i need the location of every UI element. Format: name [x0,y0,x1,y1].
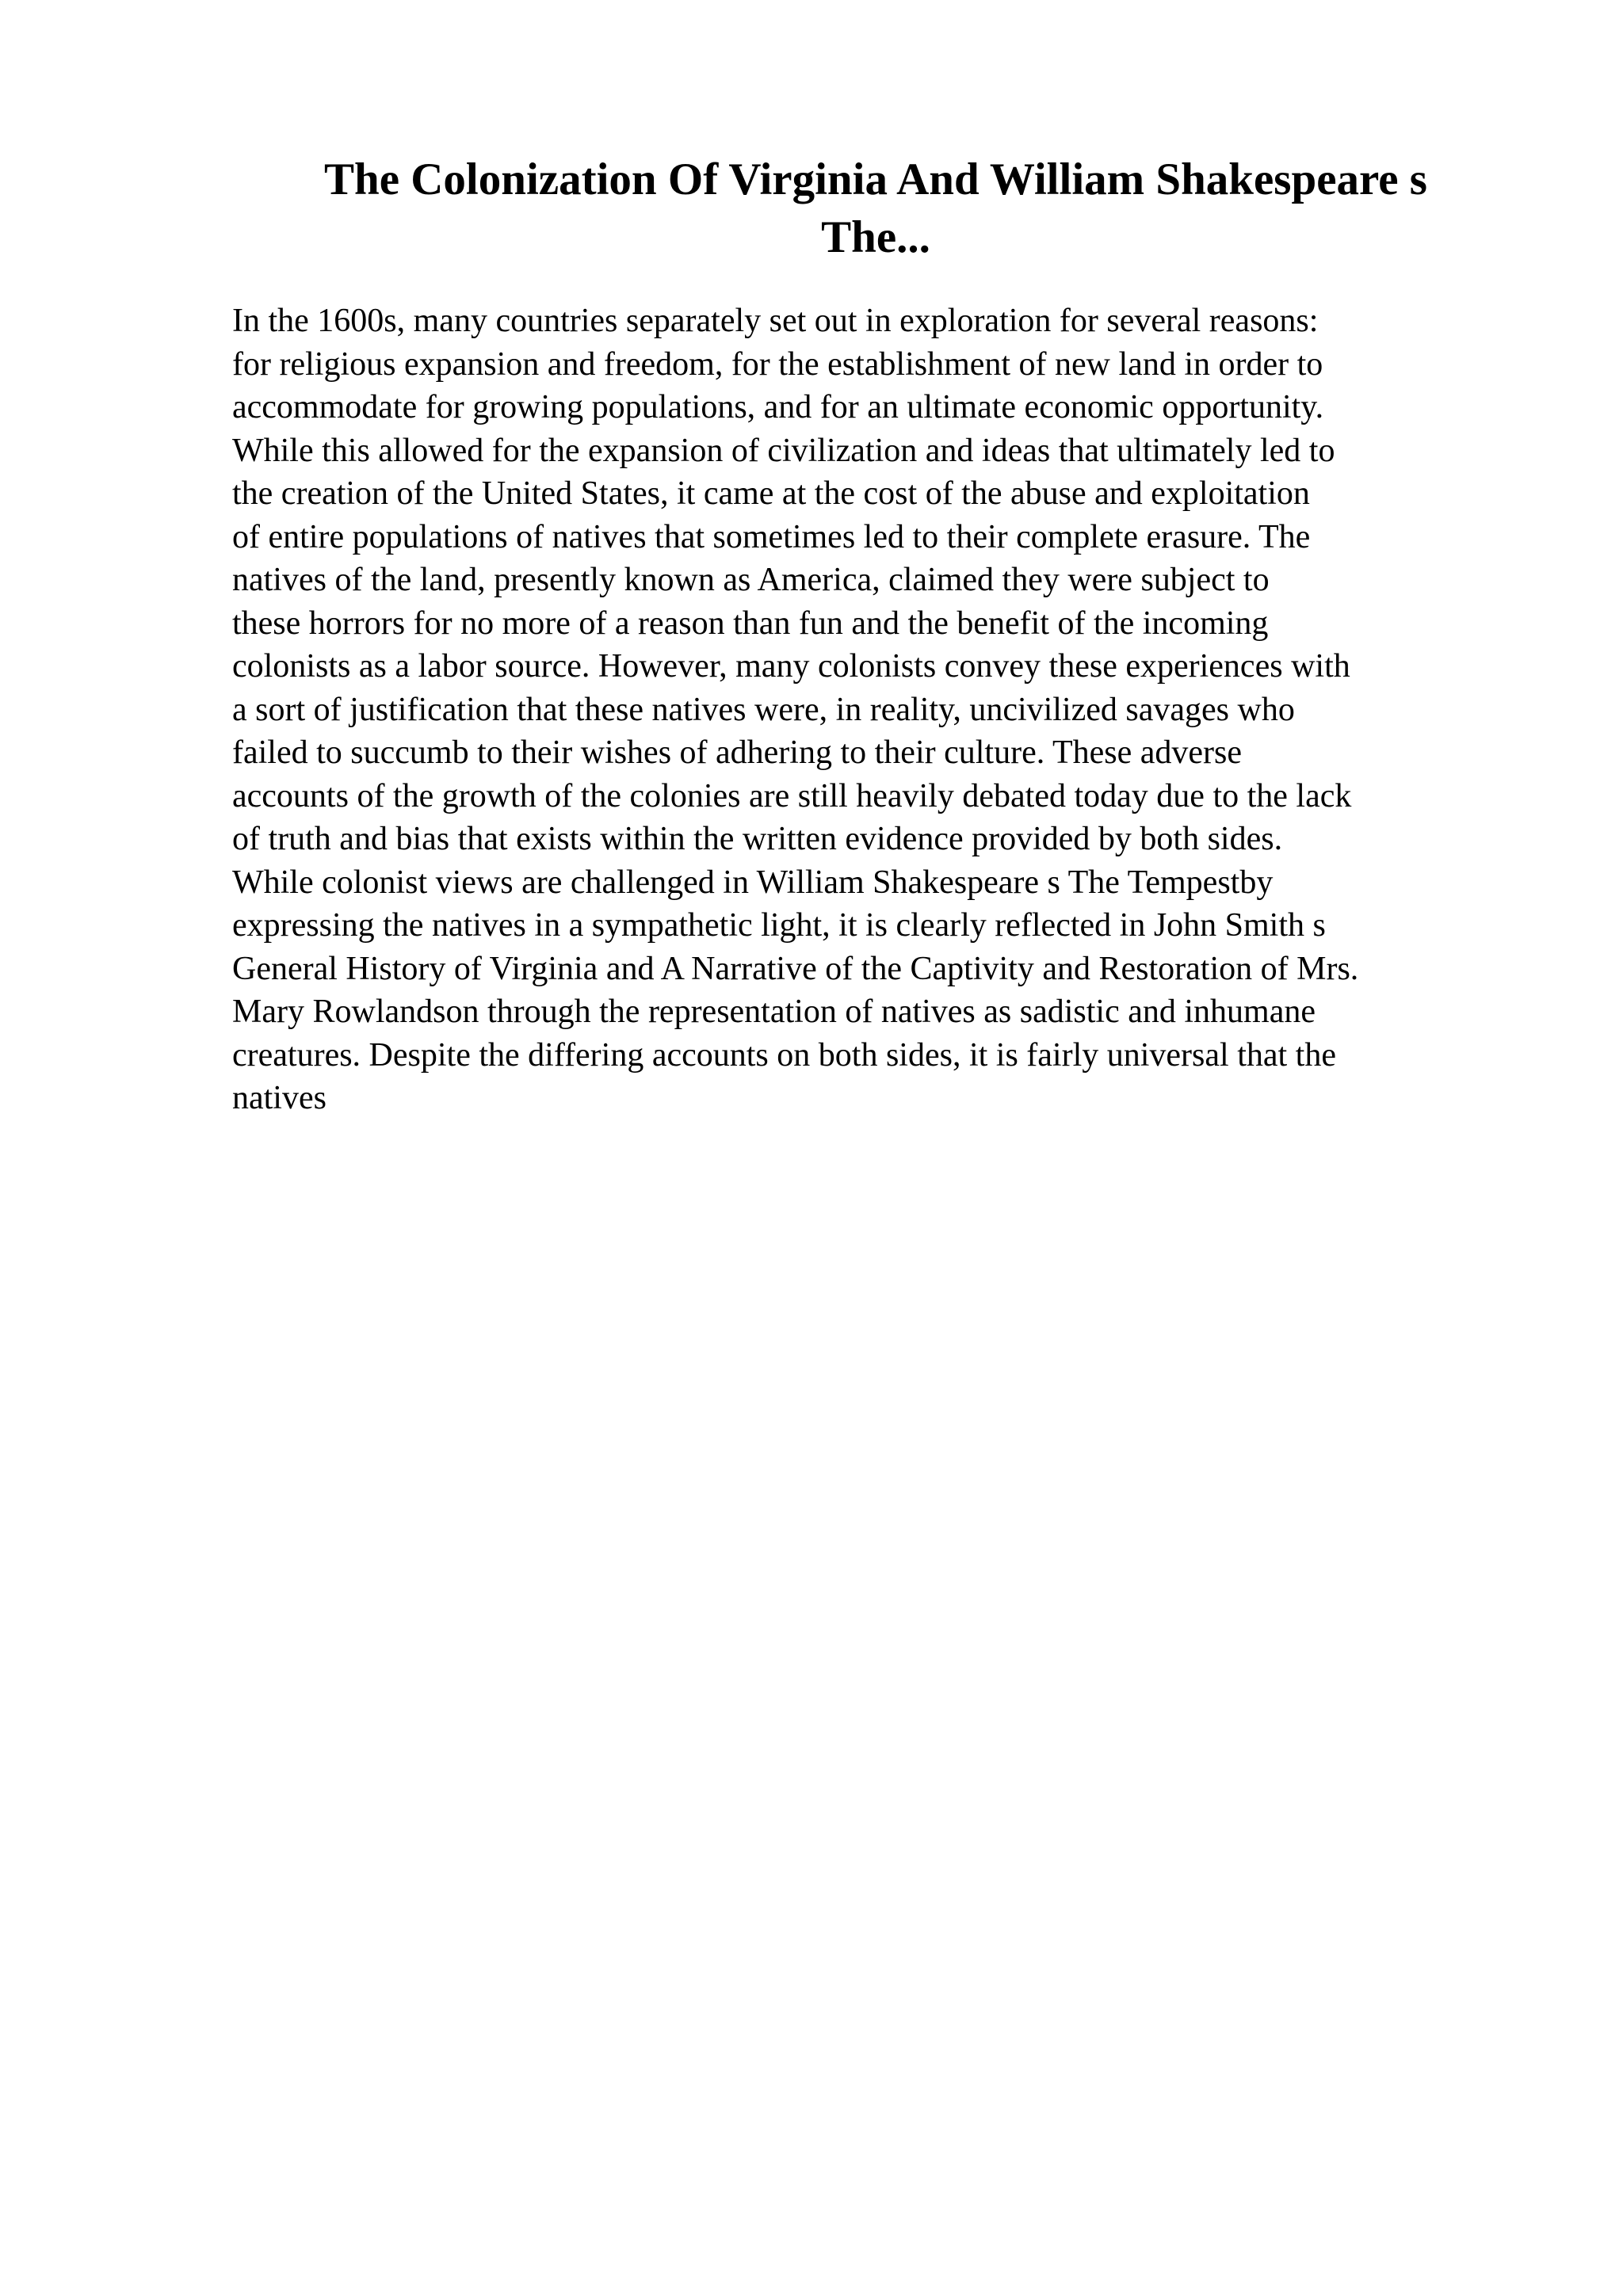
body-line: accommodate for growing populations, and for an ultimate economic opportunity. [232,389,1324,425]
title-line: The... [821,212,930,262]
body-line: natives of the land, presently known as America, claimed they were subject to [232,562,1270,598]
body-line: expressing the natives in a sympathetic light, it is clearly reflected in John Smith s [232,907,1326,944]
body-line: accounts of the growth of the colonies are still heavily debated today due to the lack [232,777,1352,814]
body-line: While this allowed for the expansion of civilization and ideas that ultimately led to [232,432,1335,469]
body-line: a sort of justification that these natives were, in reality, uncivilized savages who [232,691,1295,728]
body-line: While colonist views are challenged in William Shakespeare s The Tempestby [232,864,1274,901]
body-line: colonists as a labor source. However, many colonists convey these experiences with [232,648,1350,685]
body-line: creatures. Despite the differing accounts on both sides, it is fairly universal that the [232,1036,1336,1074]
body-line: failed to succumb to their wishes of adhering to their culture. These adverse [232,734,1242,771]
body-line: In the 1600s, many countries separately set out in exploration for several reasons: [232,303,1319,339]
body-line: natives [232,1080,327,1116]
body-line: General History of Virginia and A Narrative of the Captivity and Restoration of Mrs. [232,950,1359,987]
body-paragraph [232,299,1500,1120]
body-line: of truth and bias that exists within the written evidence provided by both sides. [232,821,1283,857]
body-line: for religious expansion and freedom, for the establishment of new land in order to [232,345,1323,383]
body-line: the creation of the United States, it came at the cost of the abuse and exploitation [232,475,1310,512]
title-line: The Colonization Of Virginia And William Shakespeare s [324,154,1427,204]
body-line: of entire populations of natives that sometimes led to their complete erasure. The [232,518,1311,555]
body-line: Mary Rowlandson through the representation of natives as sadistic and inhumane [232,994,1316,1030]
body-line: these horrors for no more of a reason than fun and the benefit of the incoming [232,605,1269,642]
document-title [262,151,1490,266]
